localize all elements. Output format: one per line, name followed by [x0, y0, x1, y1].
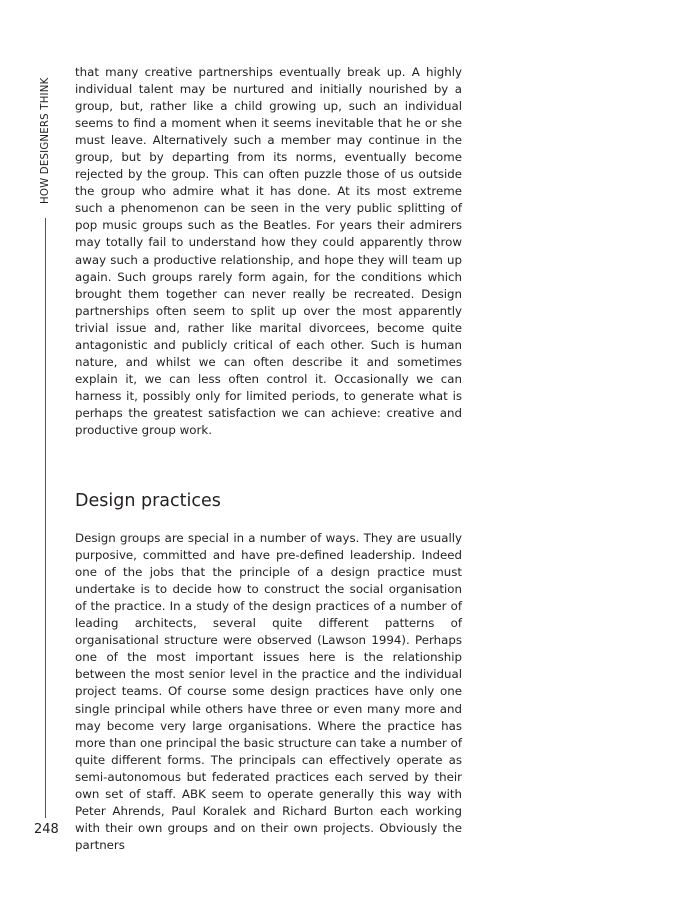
- paragraph-partnerships: that many creative partnerships eventually break up. A highly individual talent may be nurtured and initially nourished by a group, but, rather like a child growing up, such an individual seems to find a moment when it seems inevitable that he or she must leave. Alternatively such a member may continue in the group, but by departing from its norms, eventually become rejected by the group. This can often puzzle those of us outside the group who admire what it has done. At its most extreme such a phenomenon can be seen in the very public splitting of pop music groups such as the Beatles. For years their admirers may totally fail to understand how they could apparently throw away such a productive relationship, and hope they will team up again. Such groups rarely form again, for the conditions which brought them together can never really be recreated. Design partnerships often seem to split up over the most apparently trivial issue and, rather like marital divorcees, become quite antagonistic and publicly critical of each other. Such is human nature, and whilst we can often describe it and sometimes explain it, we can less often control it. Occasionally we can harness it, possibly only for limited periods, to generate what is perhaps the greatest satisfaction we can achieve: creative and productive group work.: [75, 65, 462, 437]
- section-heading: Design practices: [75, 491, 221, 512]
- running-head: [39, 66, 53, 204]
- margin-rule: [45, 218, 46, 818]
- running-head-text: HOW DESIGNERS THINK: [40, 77, 51, 204]
- body-text: [75, 64, 462, 854]
- paragraph-design-groups: Design groups are special in a number of ways. They are usually purposive, committed and have pre-defined leadership. Indeed one of the jobs that the principle of a design practice must undertake is to decide how to construct the social organisation of the practice. In a study of the design practices of a number of leading architects, several quite different patterns of organisational structure were observed (Lawson 1994). Perhaps one of the most important issues here is the relationship between the most senior level in the practice and the individual project teams. Of course some design practices have only one single principal while others have three or even many more and may become very large organisations. Where the practice has more than one principal the basic structure can take a number of quite different forms. The principals can effectively operate as semi-autonomous but federated practices each served by their own set of staff. ABK seem to operate generally this way with Peter Ahrends, Paul Koralek and Richard Burton each working with their own groups and on their own projects. Obviously the partners: [75, 531, 462, 852]
- page-number: 248: [34, 822, 59, 837]
